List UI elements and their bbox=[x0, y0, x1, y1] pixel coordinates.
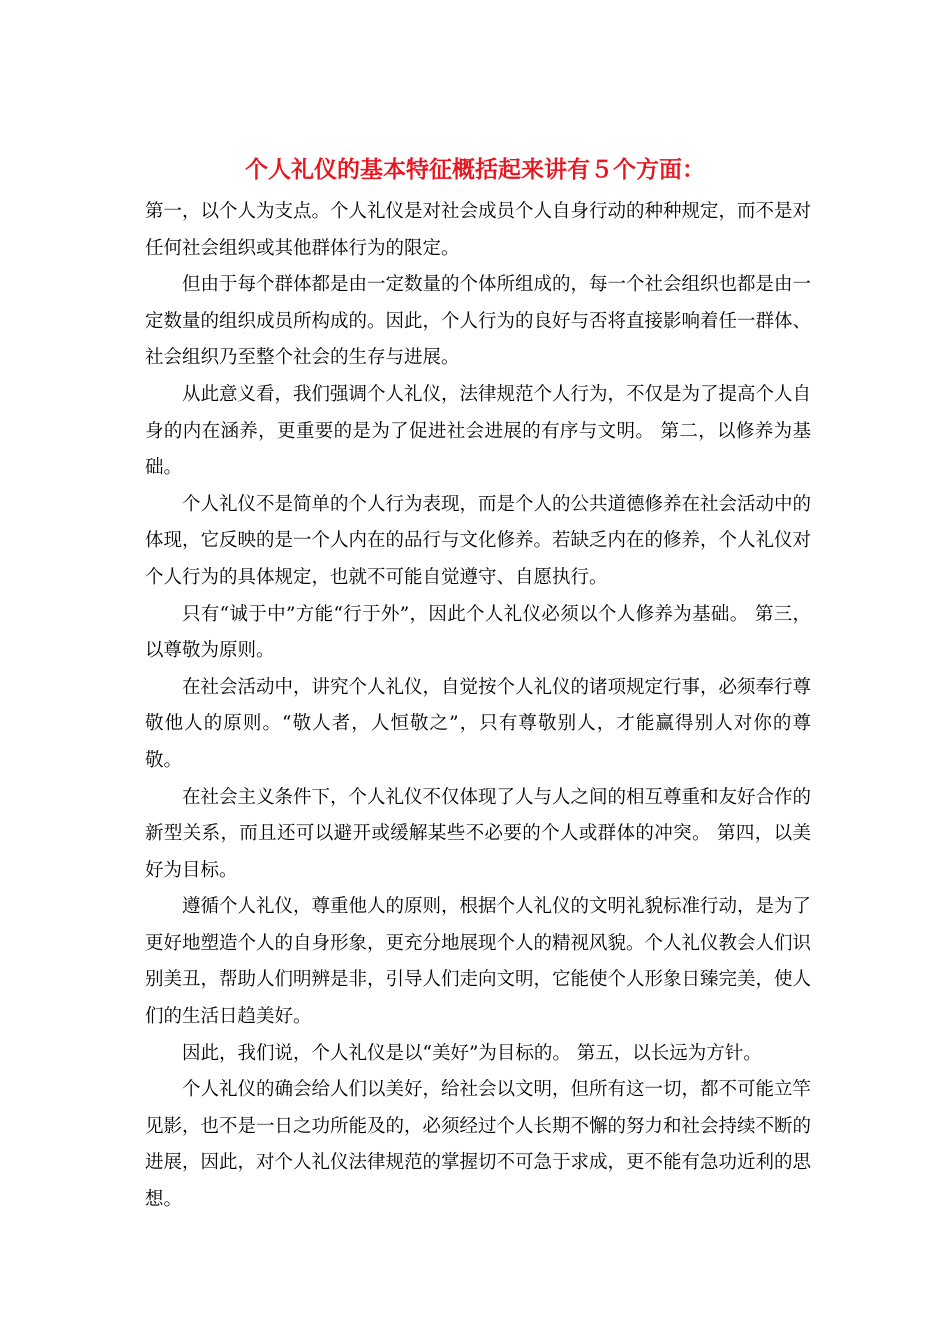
paragraph-7: 在社会主义条件下，个人礼仪不仅体现了人与人之间的相互尊重和友好合作的新型关系，而且还可以避开或缓解某些不必要的个人或群体的冲突。 第四，以美好为目标。 bbox=[145, 786, 812, 881]
paragraph-8: 遵循个人礼仪，尊重他人的原则，根据个人礼仪的文明礼貌标准行动，是为了更好地塑造个人的自身形象，更充分地展现个人的精视风貌。个人礼仪教会人们识别美丑，帮助人们明辨是非，引导人们走向文明，它能使个人形象日臻完美，使人们的生活日趋美好。 bbox=[145, 896, 812, 1028]
paragraph-3: 从此意义看，我们强调个人礼仪，法律规范个人行为，不仅是为了提高个人自身的内在涵养，更重要的是为了促进社会进展的有序与文明。 第二，以修养为基础。 bbox=[145, 383, 812, 479]
paragraph-9: 因此，我们说，个人礼仪是以“美好”为目标的。 第五，以长远为方针。 bbox=[182, 1042, 762, 1064]
paragraph-6: 在社会活动中，讲究个人礼仪，自觉按个人礼仪的诸项规定行事，必须奉行尊敬他人的原则。“敬人者，人恒敬之”，只有尊敬别人，才能赢得别人对你的尊敬。 bbox=[145, 676, 812, 771]
paragraph-10: 个人礼仪的确会给人们以美好，给社会以文明，但所有这一切，都不可能立竿见影，也不是一日之功所能及的，必须经过个人长期不懈的努力和社会持续不断的进展，因此，对个人礼仪法律规范的掌握切不可急于求成，更不能有急功近利的思想。 bbox=[145, 1079, 812, 1211]
paragraph-1: 第一，以个人为支点。个人礼仪是对社会成员个人自身行动的种种规定，而不是对任何社会组织或其他群体行为的限定。 bbox=[145, 201, 812, 259]
paragraph-2: 但由于每个群体都是由一定数量的个体所组成的，每一个社会组织也都是由一定数量的组织成员所构成的。因此，个人行为的良好与否将直接影响着任一群体、社会组织乃至整个社会的生存与进展。 bbox=[145, 274, 812, 369]
document-title: 个人礼仪的基本特征概括起来讲有５个方面： bbox=[245, 156, 705, 183]
paragraph-4: 个人礼仪不是简单的个人行为表现，而是个人的公共道德修养在社会活动中的体现，它反映的是一个人内在的品行与文化修养。若缺乏内在的修养，个人礼仪对个人行为的具体规定，也就不可能自觉遵守、自愿执行。 bbox=[145, 493, 812, 588]
document-body bbox=[145, 194, 811, 1219]
paragraph-5: 只有“诚于中”方能“行于外”，因此个人礼仪必须以个人修养为基础。 第三，以尊敬为原则。 bbox=[145, 603, 811, 662]
